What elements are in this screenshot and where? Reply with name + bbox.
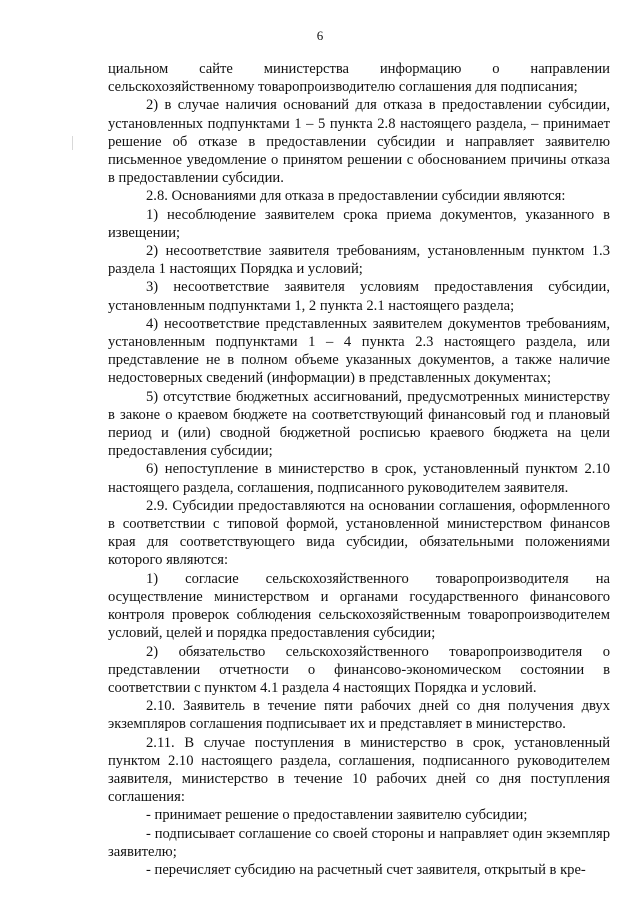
paragraph: 1) несоблюдение заявителем срока приема документов, указанного в извещении; — [108, 206, 610, 241]
margin-mark — [72, 136, 73, 150]
paragraph: - принимает решение о предоставлении заявителю субсидии; — [146, 807, 528, 824]
paragraph: 3) несоответствие заявителя условиям предоставления субсидии, установленным подпунктами 1, 2 пункта 2.1 настоящего раздела; — [108, 279, 610, 314]
paragraph: - подписывает соглашение со своей стороны и направляет один экземпляр заявителю; — [108, 825, 610, 860]
paragraph: 2) обязательство сельскохозяйственного товаропроизводителя о представлении отчетности о финансово-экономическом состоянии в соответствии с пунктом 4.1 раздела 4 настоящих Порядка и условий. — [108, 643, 610, 696]
paragraph: 1) согласие сельскохозяйственного товаропроизводителя на осуществление министерством и органами государственного финансового контроля проверок соблюдения сельскохозяйственным товаропроизводителем условий, целей и порядка предоставления субсидии; — [108, 570, 610, 642]
page-number: 6 — [316, 28, 324, 43]
paragraph: 2) несоответствие заявителя требованиям, установленным пунктом 1.3 раздела 1 настоящих Порядка и условий; — [108, 243, 610, 278]
paragraph: 4) несоответствие представленных заявителем документов требованиям, установленным подпунктами 1 – 4 пункта 2.3 настоящего раздела, или представление не в полном объеме указанных документов, а также наличие недостоверных сведений (информации) в представленных документах; — [108, 315, 610, 387]
paragraph: 2) в случае наличия оснований для отказа в предоставлении субсидии, установленных подпунктами 1 – 5 пункта 2.8 настоящего раздела, – принимает решение об отказе в предоставлении субсидии и направляет заявителю письменное уведомление о принятом решении с обоснованием причины отказа в предоставлении субсидии. — [108, 97, 610, 187]
document-body — [108, 60, 610, 879]
paragraph: 2.11. В случае поступления в министерство в срок, установленный пунктом 2.10 настоящего раздела, соглашения, подписанного руководителем заявителя, министерство в течение 10 рабочих дней со дня поступления соглашения: — [108, 734, 610, 806]
paragraph: 2.9. Субсидии предоставляются на основании соглашения, оформленного в соответствии с типовой формой, установленной министерством финансов края для соответствующего вида субсидии, обязательными положениями которого являются: — [108, 497, 610, 569]
paragraph: 2.8. Основаниями для отказа в предоставлении субсидии являются: — [146, 188, 566, 205]
paragraph: 6) непоступление в министерство в срок, установленный пунктом 2.10 настоящего раздела, соглашения, подписанного руководителем заявителя. — [108, 461, 610, 496]
paragraph: 5) отсутствие бюджетных ассигнований, предусмотренных министерству в законе о краевом бюджете на соответствующий финансовый год и плановый период и (или) сводной бюджетной росписью краевого бюджета на цели предоставления субсидии; — [108, 388, 610, 460]
paragraph: циальном сайте министерства информацию о направлении сельскохозяйственному товаропроизводителю соглашения для подписания; — [108, 61, 610, 96]
paragraph: - перечисляет субсидию на расчетный счет заявителя, открытый в кре- — [146, 861, 586, 878]
paragraph: 2.10. Заявитель в течение пяти рабочих дней со дня получения двух экземпляров соглашения подписывает их и представляет в министерство. — [108, 698, 610, 733]
